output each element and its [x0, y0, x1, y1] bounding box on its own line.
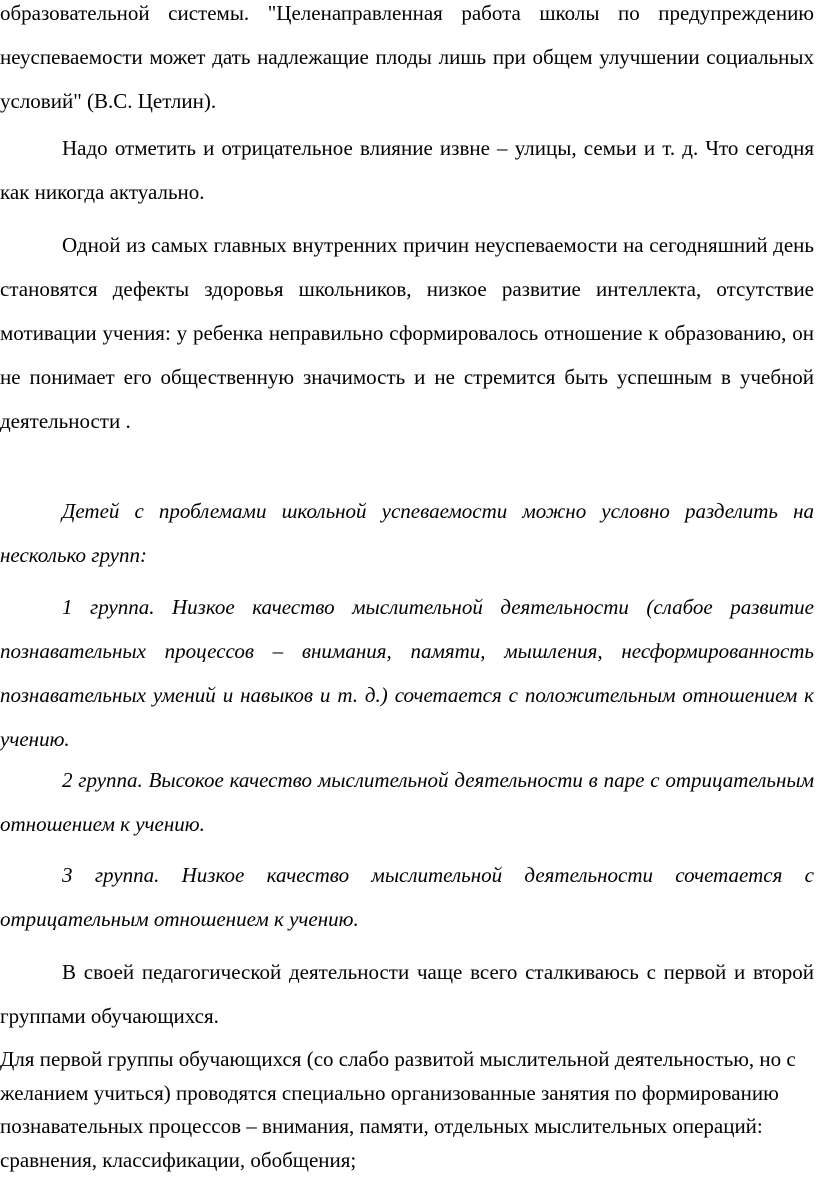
paragraph-external-influence: Надо отметить и отрицательное влияние извне – улицы, семьи и т. д. Что сегодня как никогда актуально.: [0, 136, 814, 204]
paragraph-group-3: 3 группа. Низкое качество мыслительной деятельности сочетается с отрицательным отношением к учению.: [0, 863, 814, 931]
paragraph-first-group-work: Для первой группы обучающихся (со слабо развитой мыслительной деятельностью, но с желанием учиться) проводятся специально организованные занятия по формированию познавательных процессов – внимания, памяти, отдельных мыслительных операций: сравнения, классификации, обобщения;: [0, 1047, 796, 1172]
paragraph-system-quote: образовательной системы. "Целенаправленная работа школы по предупреждению неуспеваемости может дать надлежащие плоды лишь при общем улучшении социальных условий" (В.С. Цетлин).: [0, 1, 814, 113]
paragraph-group-1: 1 группа. Низкое качество мыслительной деятельности (слабое развитие познавательных процессов – внимания, памяти, мышления, несформированность познавательных умений и навыков и т. д.) сочетается с положительным отношением к учению.: [0, 595, 814, 751]
paragraph-group-2: 2 группа. Высокое качество мыслительной деятельности в паре с отрицательным отношением к учению.: [0, 768, 814, 836]
paragraph-practice: В своей педагогической деятельности чаще всего сталкиваюсь с первой и второй группами обучающихся.: [0, 960, 814, 1028]
paragraph-internal-causes: Одной из самых главных внутренних причин неуспеваемости на сегодняшний день становятся дефекты здоровья школьников, низкое развитие интеллекта, отсутствие мотивации учения: у ребенка неправильно сформировалось отношение к образованию, он не понимает его общественную значимость и не стремится быть успешным в учебной деятельности .: [0, 233, 814, 433]
paragraph-groups-intro: Детей с проблемами школьной успеваемости можно условно разделить на несколько групп:: [0, 499, 814, 567]
